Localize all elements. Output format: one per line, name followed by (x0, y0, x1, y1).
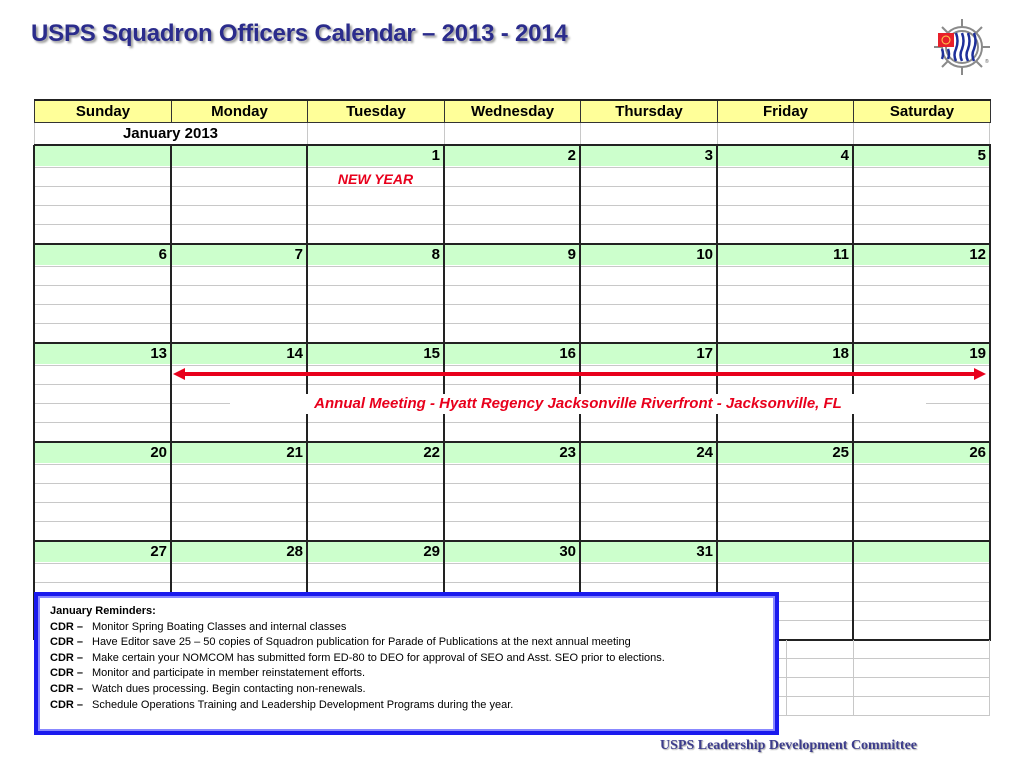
reminder-item (50, 620, 763, 636)
column-border (852, 145, 854, 244)
weekday-header-tuesday: Tuesday (307, 100, 445, 123)
grid-line (989, 640, 990, 715)
reminder-role: CDR – (50, 698, 84, 711)
week-border (34, 243, 991, 245)
column-border (33, 244, 35, 343)
day-number: 3 (704, 147, 713, 164)
column-border (852, 442, 854, 541)
reminder-text: Watch dues processing. Begin contacting non-renewals. (92, 682, 366, 695)
page-title: USPS Squadron Officers Calendar – 2013 - 2014 (31, 20, 568, 47)
day-number: 25 (832, 444, 849, 461)
column-border (443, 343, 445, 442)
day-number (853, 541, 990, 562)
day-number: 30 (559, 543, 576, 560)
column-border (170, 244, 172, 343)
arrow-right-head (974, 368, 986, 380)
day-number (34, 145, 171, 166)
column-border (33, 343, 35, 442)
column-border (989, 343, 991, 442)
column-border (989, 442, 991, 541)
column-border (33, 145, 35, 244)
column-border (579, 244, 581, 343)
column-border (443, 244, 445, 343)
grid-line (34, 186, 990, 187)
day-number: 10 (696, 246, 713, 263)
day-number: 5 (977, 147, 986, 164)
day-number: 24 (696, 444, 713, 461)
event-label: Annual Meeting - Hyatt Regency Jacksonville Riverfront - Jacksonville, FL (230, 394, 926, 414)
week-border (34, 540, 991, 542)
weekday-header-saturday: Saturday (853, 100, 991, 123)
reminders-content (38, 596, 775, 731)
reminder-text: Schedule Operations Training and Leadership Development Programs during the year. (92, 698, 514, 711)
day-number: 17 (696, 345, 713, 362)
column-border (579, 145, 581, 244)
day-number: 26 (969, 444, 986, 461)
reminders-title: January Reminders: (50, 605, 156, 617)
grid-line (717, 123, 718, 145)
column-border (716, 145, 718, 244)
grid-line (786, 640, 787, 715)
grid-line (989, 123, 990, 145)
day-number: 8 (431, 246, 440, 263)
week-border (34, 342, 991, 344)
grid-line (34, 266, 990, 267)
weekday-header-monday: Monday (171, 100, 308, 123)
reminder-item (50, 635, 763, 651)
day-number: 4 (840, 147, 849, 164)
column-border (443, 442, 445, 541)
column-border (306, 244, 308, 343)
event-span-arrow-icon (171, 365, 990, 383)
reminder-role: CDR – (50, 682, 84, 695)
column-border (579, 343, 581, 442)
grid-line (34, 167, 990, 168)
column-border (170, 442, 172, 541)
column-border (716, 244, 718, 343)
grid-line (444, 123, 445, 145)
day-number: 29 (423, 543, 440, 560)
day-number: 20 (150, 444, 167, 461)
day-number: 21 (286, 444, 303, 461)
week-border (34, 441, 991, 443)
weekday-header-friday: Friday (717, 100, 854, 123)
footer-committee: USPS Leadership Development Committee (660, 738, 918, 753)
day-number: 15 (423, 345, 440, 362)
reminder-role: CDR – (50, 636, 84, 649)
grid-line (580, 123, 581, 145)
day-number (171, 145, 307, 166)
grid-line (34, 123, 35, 145)
reminder-text: Monitor and participate in member reinstatement efforts. (92, 667, 366, 680)
reminder-role: CDR – (50, 620, 84, 633)
weekday-header-sunday: Sunday (34, 100, 172, 123)
column-border (579, 442, 581, 541)
column-border (170, 145, 172, 244)
column-border (306, 343, 308, 442)
grid-line (34, 563, 990, 564)
day-number: 11 (833, 246, 849, 263)
day-number: 6 (158, 246, 167, 263)
reminder-role: CDR – (50, 667, 84, 680)
day-number: 7 (294, 246, 303, 263)
day-number: 9 (567, 246, 576, 263)
day-number: 27 (150, 543, 167, 560)
header-border (34, 99, 991, 101)
grid-line (34, 384, 990, 385)
reminder-item (50, 651, 763, 667)
grid-line (34, 464, 990, 465)
column-border (443, 145, 445, 244)
weekday-header-wednesday: Wednesday (444, 100, 581, 123)
day-number: 12 (969, 246, 986, 263)
day-number: 18 (832, 345, 849, 362)
day-number: 28 (286, 543, 303, 560)
reminder-role: CDR – (50, 651, 84, 664)
holiday-label: NEW YEAR (337, 171, 414, 187)
grid-line (34, 224, 990, 225)
grid-line (34, 304, 990, 305)
reminder-text: Monitor Spring Boating Classes and internal classes (92, 620, 347, 633)
reminder-item (50, 666, 763, 682)
day-number: 13 (150, 345, 167, 362)
column-border (306, 442, 308, 541)
arrow-left-head (173, 368, 185, 380)
grid-line (34, 205, 990, 206)
column-border (989, 541, 991, 640)
day-number: 14 (286, 345, 303, 362)
day-number (717, 541, 853, 562)
usps-logo-icon (930, 15, 994, 79)
day-number: 1 (431, 147, 440, 164)
grid-line (34, 422, 990, 423)
reminder-item (50, 682, 763, 698)
day-number: 23 (559, 444, 576, 461)
grid-line (307, 123, 308, 145)
grid-line (34, 285, 990, 286)
column-border (852, 343, 854, 442)
column-border (716, 442, 718, 541)
grid-line (853, 123, 854, 145)
column-border (306, 145, 308, 244)
reminder-text: Make certain your NOMCOM has submitted form ED-80 to DEO for approval of SEO and Asst. SEO prior to elections. (92, 651, 665, 664)
reminder-text: Have Editor save 25 – 50 copies of Squadron publication for Parade of Publications at the next annual meeting (92, 636, 631, 649)
reminders-box (34, 592, 779, 735)
svg-text:®: ® (985, 59, 989, 65)
column-border (989, 145, 991, 244)
column-border (170, 343, 172, 442)
column-border (33, 442, 35, 541)
reminder-item (50, 698, 763, 714)
grid-line (34, 582, 990, 583)
column-border (852, 244, 854, 343)
weekday-header-thursday: Thursday (580, 100, 718, 123)
grid-line (34, 483, 990, 484)
day-number: 2 (567, 147, 576, 164)
day-number: 22 (423, 444, 440, 461)
grid-line (34, 521, 990, 522)
week-border (34, 144, 991, 146)
grid-line (853, 640, 854, 715)
column-border (716, 343, 718, 442)
column-border (852, 541, 854, 640)
grid-line (34, 502, 990, 503)
column-border (989, 244, 991, 343)
day-number: 31 (696, 543, 713, 560)
grid-line (34, 323, 990, 324)
day-number: 16 (559, 345, 576, 362)
month-label: January 2013 (122, 125, 219, 142)
day-number: 19 (969, 345, 986, 362)
